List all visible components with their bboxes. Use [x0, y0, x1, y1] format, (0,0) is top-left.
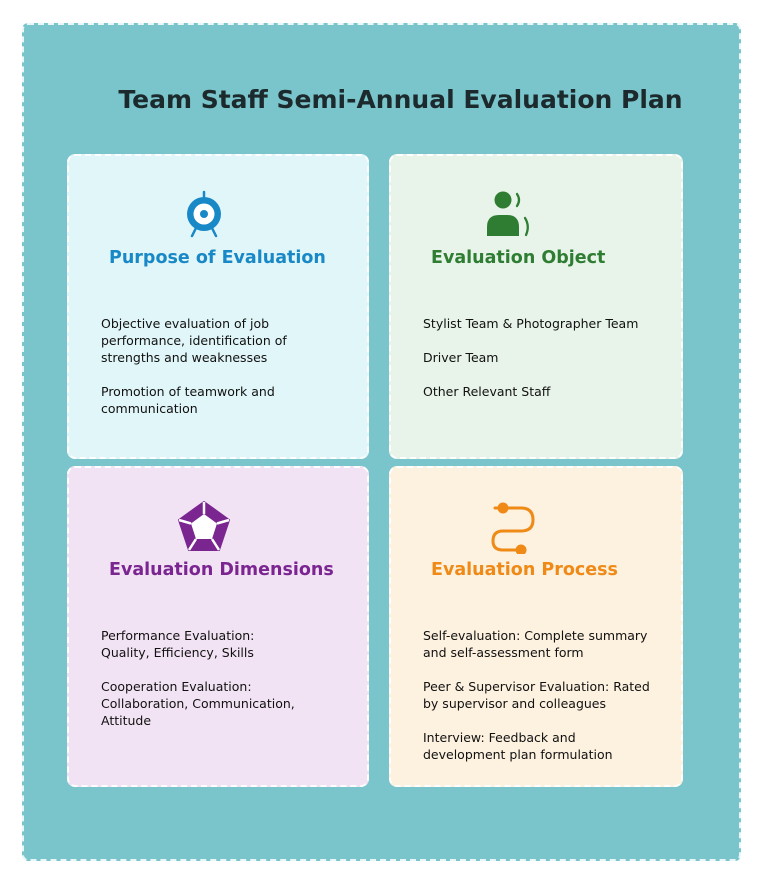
list-item: Objective evaluation of job performance, identification of strengths and weaknesses [101, 316, 287, 365]
object-heading: Evaluation Object [431, 248, 606, 268]
process-card [389, 466, 683, 787]
list-item: Other Relevant Staff [423, 384, 551, 399]
page-title: Team Staff Semi-Annual Evaluation Plan [118, 85, 683, 114]
target-icon [177, 188, 231, 242]
purpose-list [101, 315, 301, 434]
list-item: Cooperation Evaluation: Collaboration, Communication, Attitude [101, 679, 295, 728]
dimensions-card [67, 466, 369, 787]
purpose-heading: Purpose of Evaluation [109, 248, 326, 268]
purpose-card [67, 154, 369, 459]
process-list [423, 627, 658, 780]
list-item: Peer & Supervisor Evaluation: Rated by supervisor and colleagues [423, 679, 650, 711]
list-item: Self-evaluation: Complete summary and self-assessment form [423, 628, 648, 660]
list-item: Interview: Feedback and development plan formulation [423, 730, 613, 762]
object-card [389, 154, 683, 459]
pentagon-radar-icon [177, 500, 231, 554]
list-item: Performance Evaluation: Quality, Efficiency, Skills [101, 628, 255, 660]
person-speaking-icon [479, 188, 533, 242]
dimensions-heading: Evaluation Dimensions [109, 560, 334, 580]
list-item: Stylist Team & Photographer Team [423, 316, 639, 331]
list-item: Promotion of teamwork and communication [101, 384, 275, 416]
dimensions-list [101, 627, 301, 746]
process-path-icon [485, 500, 539, 554]
list-item: Driver Team [423, 350, 499, 365]
object-list [423, 315, 658, 417]
process-heading: Evaluation Process [431, 560, 618, 580]
